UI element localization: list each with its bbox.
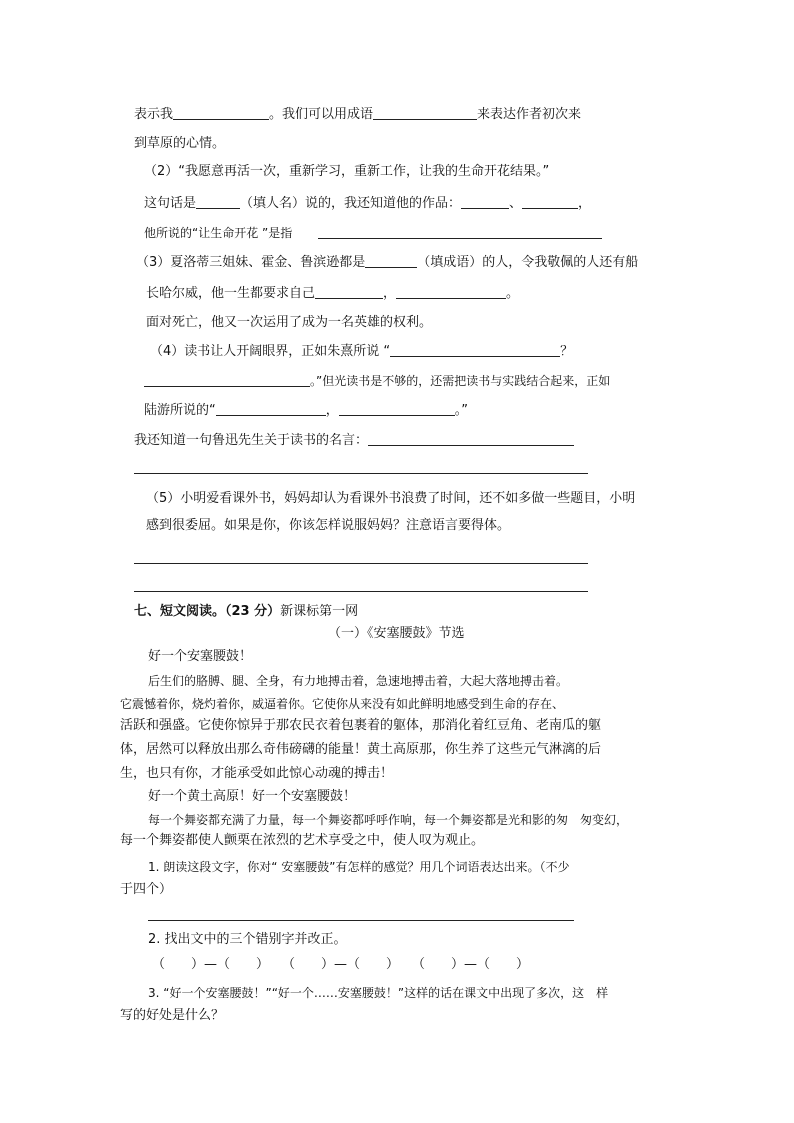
exercise-2-blanks[interactable]: （ ）—（ ） （ ）—（ ） （ ）—（ ） xyxy=(152,957,530,972)
q4-text-e: 我还知道一句鲁迅先生关于读书的名言： xyxy=(134,433,369,448)
section-title: 七、短文阅读。（23 分） xyxy=(134,604,281,619)
answer-blank[interactable] xyxy=(216,401,326,416)
q4-text-d: 陆游所说的“ xyxy=(144,403,216,418)
exercise-3-l2: 写的好处是什么？ xyxy=(120,1008,225,1023)
answer-blank[interactable] xyxy=(196,194,240,209)
answer-blank[interactable] xyxy=(173,105,269,120)
q2-line3: 他所说的“让生命开花 ”是指 xyxy=(144,226,293,240)
q4-line3 xyxy=(144,401,468,421)
exercise-2: 2. 找出文中的三个错别字并改正。 xyxy=(148,932,347,947)
q3-text-a: （3）夏洛蒂三姐妹、霍金、鲁滨逊都是 xyxy=(136,255,366,270)
q3-line2 xyxy=(146,284,519,304)
q4-end: 。” xyxy=(454,403,469,418)
answer-line[interactable] xyxy=(148,920,574,921)
q1-text-c: 来表达作者初次来 xyxy=(477,107,582,122)
q2-text-a: 这句话是 xyxy=(144,196,197,211)
exercise-1-l2: 于四个） xyxy=(120,882,173,897)
q4-text-c: 。”但光读书是不够的，还需把读书与实践结合起来，正如 xyxy=(310,374,611,388)
q1-text-a: 表示我 xyxy=(134,107,174,122)
passage-p2-l1: 后生们的胳膊、腿、全身，有力地搏击着，急速地搏击着，大起大落地搏击着。 xyxy=(148,674,569,688)
q4-sep: ， xyxy=(325,403,339,418)
q4-line1 xyxy=(150,342,573,362)
answer-line[interactable] xyxy=(318,238,602,239)
answer-blank[interactable] xyxy=(315,284,383,299)
answer-blank[interactable] xyxy=(390,342,560,357)
answer-blank[interactable] xyxy=(368,431,574,446)
q4-text-a: （4）读书让人开阔眼界，正如朱熹所说 “ xyxy=(150,344,391,359)
passage-p2-l2: 它震憾着你，烧灼着你，威逼着你。它使你从来没有如此鲜明地感受到生命的存在、 xyxy=(120,697,565,711)
q2-sep: 、 xyxy=(509,196,523,211)
q4-text-b: ？ xyxy=(560,344,574,359)
exercise-3-l1: 3. “好一个安塞腰鼓！”“好一个……安塞腰鼓！”这样的话在课文中出现了多次，这 样 xyxy=(148,986,609,1000)
passage-subtitle: （一）《安塞腰鼓》节选 xyxy=(328,626,465,641)
passage-p1: 好一个安塞腰鼓！ xyxy=(148,649,253,664)
answer-blank[interactable] xyxy=(339,401,455,416)
answer-blank[interactable] xyxy=(396,284,506,299)
q3-line3: 面对死亡，他又一次运用了成为一名英雄的权利。 xyxy=(146,315,433,330)
q2-quote: （2）“我愿意再活一次，重新学习，重新工作，让我的生命开花结果。” xyxy=(144,164,550,179)
answer-blank[interactable] xyxy=(522,194,578,209)
q1-line2: 到草原的心情。 xyxy=(134,136,226,151)
q2-line2 xyxy=(144,194,591,214)
answer-line[interactable] xyxy=(134,473,588,474)
answer-blank[interactable] xyxy=(144,372,310,387)
passage-p2-l5: 生，也只有你，才能承受如此惊心动魂的搏击！ xyxy=(120,766,394,781)
q2-end: ， xyxy=(578,196,592,211)
q4-line4 xyxy=(134,431,574,451)
passage-p4-l2: 每一个舞姿都使人颤栗在浓烈的艺术享受之中，使人叹为观止。 xyxy=(120,833,485,848)
answer-blank[interactable] xyxy=(373,105,477,120)
q2-text-b: （填人名）说的，我还知道他的作品： xyxy=(240,196,462,211)
answer-blank[interactable] xyxy=(365,253,417,268)
q5-line2: 感到很委屈。如果是你，你该怎样说服妈妈？注意语言要得体。 xyxy=(146,518,511,533)
passage-p2-l4: 体，居然可以释放出那么奇伟磅礴的能量！黄土高原那，你生养了这些元气淋漓的后 xyxy=(120,742,602,757)
answer-line[interactable] xyxy=(134,563,588,564)
answer-line[interactable] xyxy=(134,591,588,592)
q4-line2 xyxy=(144,371,610,391)
passage-p2-l3: 活跃和强盛。它使你惊异于那农民衣着包裹着的躯体，那消化着红豆角、老南瓜的躯 xyxy=(120,718,602,733)
section-title-extra: 新课标第一网 xyxy=(280,604,359,619)
q5-line1: （5）小明爱看课外书，妈妈却认为看课外书浪费了时间，还不如多做一些题目，小明 xyxy=(146,491,636,506)
q3-end: 。 xyxy=(506,286,520,301)
passage-p4-l1: 每一个舞姿都充满了力量，每一个舞姿都呼呼作响，每一个舞姿都是光和影的匆 匆变幻， xyxy=(148,813,629,827)
exercise-1-l1: 1. 朗读这段文字，你对“ 安塞腰鼓”有怎样的感觉？用几个词语表达出来。（不少 xyxy=(148,860,570,874)
section7-heading xyxy=(134,602,358,622)
answer-blank[interactable] xyxy=(461,194,509,209)
passage-p3: 好一个黄土高原！好一个安塞腰鼓！ xyxy=(148,789,357,804)
q3-text-b: （填成语）的人，令我敬佩的人还有船 xyxy=(417,255,639,270)
q3-line1 xyxy=(136,253,638,273)
q3-sep: ， xyxy=(383,286,397,301)
q3-text-c: 长哈尔威，他一生都要求自己 xyxy=(146,286,316,301)
q1-text-b: 。我们可以用成语 xyxy=(269,107,374,122)
q1-line1 xyxy=(134,105,581,125)
